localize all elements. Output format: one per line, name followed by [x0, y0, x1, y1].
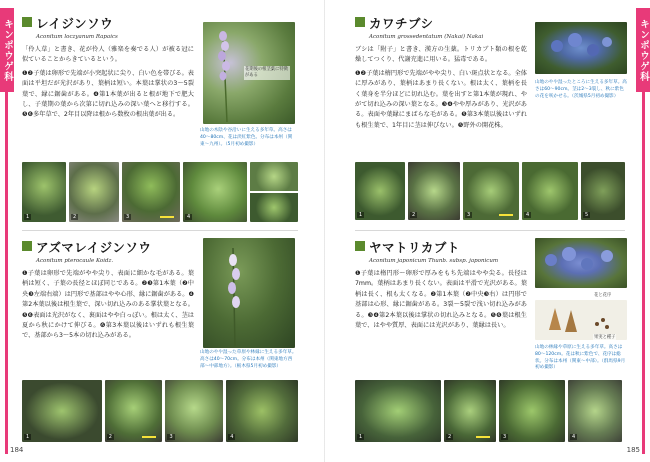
- entry-title: レイジンソウ: [36, 16, 114, 31]
- entry-body: ❶❷子葉は楕円形で先端がやや尖り、白い斑点状となる。全体に厚みがあり、葉柄はあまり長くない。根は太く、葉柄を長く葉身を半分ほどに切れ込む。葉を出すと第1本葉が現れ、やがて切れ込みの深い葉となる。❸❹やや厚みがあり、光沢がある。表面や葉縁にまばらな毛がある。❺第3本葉以後はいずれも根生葉で、1年目に茎は伸びない。❺野外の開花株。: [355, 69, 527, 129]
- section-divider: [22, 230, 298, 231]
- photo-note: 果実と種子: [594, 335, 616, 340]
- photo-caption: 山地のやや湿ったところに生える多年草。高さは60〜90cm。茎は2〜3裂し、秋に紫色の花を咲かせる。（茨城県5月初め撮影）: [535, 80, 627, 99]
- flower-photo: [535, 238, 627, 288]
- page-number: 185: [626, 446, 640, 454]
- seedling-strip-2: [22, 380, 298, 442]
- seedling-photo-4: 4: [568, 380, 622, 442]
- photo-caption: 山地のやや湿った草原や林縁に生える多年草。高さは40〜70cm。分布は本州（関東地方西部〜中部地方）。（栃木県5月初め撮影）: [200, 350, 297, 369]
- section-tab: キンポウゲ科: [0, 8, 14, 92]
- seedling-strip-3: [355, 162, 625, 220]
- entry-body: ❶子葉は卵形で先端がやや尖り、表面に細かな毛がある。葉柄は短く、子葉の長径とほぼ同じである。❷❸第1本葉（❷中央❸左端右端）は円形で基部はやや心形、縁に鋸歯がある。❹第2本葉以後は根生葉で、深い切れ込みのある掌状葉となる。❺❻表面は光沢がなく、裏面はやや白っぽい。根は太く、茎は夏から秋にかけて伸びる。❻第3本葉以後はいずれも根生葉で、基部から3〜5本の切れ込みがある。: [22, 270, 194, 340]
- seedling-photo-1: 1: [355, 162, 405, 220]
- section-rule: [5, 92, 8, 454]
- scientific-name: Aconitum grossedentatum (Nakai) Nakai: [369, 34, 484, 40]
- seedling-photo-3: 3: [122, 162, 180, 222]
- seedling-photo-3: 3: [463, 162, 519, 220]
- seedling-photo-4: 4: [522, 162, 578, 220]
- entry-body: ❶子葉は楕円形〜卵形で厚みをもち先端はやや尖る。長径は7mm。葉柄はあまり長くない。表面は平滑で光沢がある。葉柄は長く、根も太くなる。❷第1本葉（❷中央❸右）は円形で基部は心形、縁に鋸歯がある。3裂〜5裂で浅い切れ込みがある。❸❹第2本葉以後は掌状の切れ込みとなる。❺❻葉は根生葉で、はやや質厚、表面には光沢があり、葉縁は長い。: [355, 270, 527, 330]
- flower-illustration: [535, 238, 627, 288]
- entry-title: アズマレイジンソウ: [36, 240, 152, 255]
- photo-note: 花と花序: [594, 293, 612, 298]
- seedling-photo-1: 1: [22, 380, 102, 442]
- flower-photo: [535, 22, 627, 74]
- seedling-photo-3: 3: [165, 380, 223, 442]
- seedling-photo-5b: [250, 193, 298, 222]
- scientific-name: Aconitum loczyanum Rapaics: [36, 34, 118, 40]
- section-tab: キンポウゲ科: [636, 8, 650, 92]
- green-square-icon: [355, 241, 365, 251]
- photo-note: 花期後の根茎葉に特徴がある: [244, 66, 290, 80]
- green-square-icon: [22, 17, 32, 27]
- entry-title: ヤマトリカブト: [369, 240, 460, 255]
- entry-body: ❶❷子葉は卵形で先端が小突起状に尖り、白い色を帯びる。表面は平坦だが光沢があり、葉柄は短い。本葉は掌状の3〜5裂葉で、縁に鋸歯がある。❹第1本葉が出ると根が地下で肥大し、子葉期の葉から次第に切れ込みの深い葉へと移行する。❺❻多年草で、2年目以降は根から数枚の根出葉が出る。: [22, 69, 194, 119]
- entry-yamatorikabuto: [355, 238, 527, 331]
- seedling-photo-1: 1: [22, 162, 66, 222]
- seedling-photo-5a: [250, 162, 298, 191]
- seedling-photo-2: 2: [105, 380, 163, 442]
- entry-reijinso: [22, 14, 194, 121]
- seedling-photo-2: 2: [69, 162, 119, 222]
- entry-kawachibushi: [355, 14, 527, 131]
- seedling-photo-5: [250, 162, 298, 222]
- seedling-photo-4: 4: [183, 162, 247, 222]
- seedling-photo-1: 1: [355, 380, 441, 442]
- entry-intro: ブシは「附子」と書き、漢方の生薬。トリカブト類の根を乾燥してつくり、代謝充進に用いる。猛毒である。: [355, 46, 527, 64]
- right-page: [325, 0, 650, 462]
- scientific-name: Aconitum pterocaule Koidz.: [36, 258, 114, 264]
- seedling-photo-2: 2: [408, 162, 460, 220]
- flower-illustration: [535, 22, 627, 74]
- seedling-strip-1: [22, 162, 298, 222]
- scientific-name: Aconitum japonicum Thunb. subsp. japonicum: [369, 258, 499, 264]
- entry-intro: 「伶人草」と書き、花が伶人（雅楽を奏でる人）が被る冠に似ていることからきているという。: [22, 46, 194, 64]
- photo-caption: 山地の木陰や谷沿いに生える多年草。高さは40〜80cm、花は淡紅紫色。分布は本州（関東〜九州）。（5月初め撮影）: [200, 128, 293, 147]
- section-divider: [355, 230, 625, 231]
- page-number: 184: [10, 446, 24, 454]
- seedling-photo-3: 3: [499, 380, 565, 442]
- flower-photo: [203, 238, 295, 348]
- section-rule: [642, 92, 645, 454]
- seedling-photo-2: 2: [444, 380, 496, 442]
- seedling-photo-4: 4: [226, 380, 298, 442]
- flower-illustration: [203, 238, 295, 348]
- photo-caption: 山地の林縁や草原に生える多年草。高さは80〜120cm。花は秋に紫色で、花序は総状。分布は本州（関東〜中部）。（群馬県9月初め撮影）: [535, 345, 626, 371]
- entry-azumareijinso: [22, 238, 194, 342]
- entry-title: カワチブシ: [369, 16, 434, 31]
- seedling-photo-5: 5: [581, 162, 625, 220]
- green-square-icon: [355, 17, 365, 27]
- green-square-icon: [22, 241, 32, 251]
- seedling-strip-4: [355, 380, 625, 442]
